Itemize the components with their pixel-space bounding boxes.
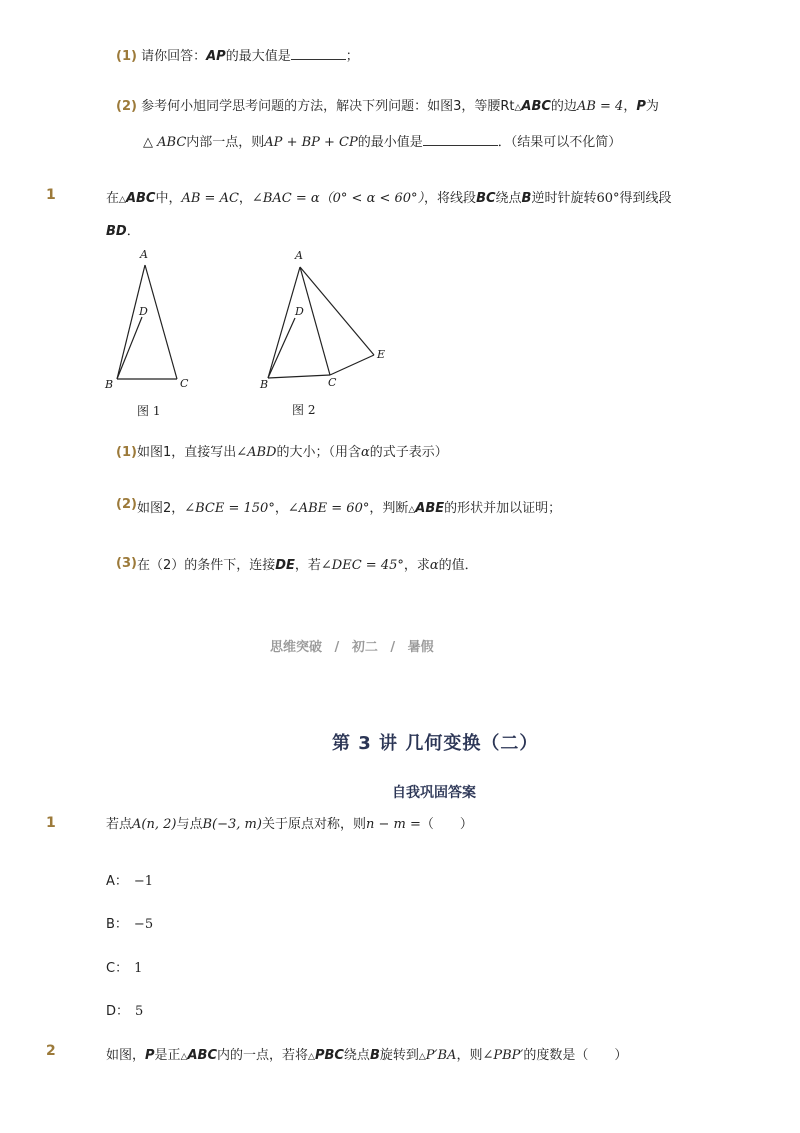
footer-b: 初二 [351, 640, 378, 655]
prev-sub2-line1 [116, 98, 659, 117]
label-a: A [295, 249, 303, 262]
answer-blank [291, 46, 346, 60]
ans1-mid: 与点 [176, 817, 203, 832]
q1-zhong: 中， [155, 191, 182, 206]
prev-sub2-comma: ， [623, 99, 637, 114]
ans1-point-b: B(−3, m) [202, 817, 262, 832]
option-label: B： [106, 917, 128, 932]
option-c[interactable] [106, 957, 142, 976]
option-value: 5 [135, 1004, 144, 1019]
footer-c: 暑假 [407, 640, 434, 655]
footer-separator: / [390, 640, 396, 655]
prev-sub2-line2-end: ．（结果可以不化简） [497, 135, 622, 150]
q1-sub2-mid: ，判断 [369, 501, 409, 516]
q1-sub2-c1: ∠BCE = 150° [184, 501, 275, 516]
prev-sub2-abc: ABC [521, 99, 551, 114]
prev-sub2-expr: AP + BP + CP [264, 135, 358, 150]
ans2-angle: ∠PBP′ [482, 1048, 524, 1063]
ans1-stem [106, 816, 473, 834]
ans1-expr: n − m = [365, 817, 421, 832]
edge-ab [268, 267, 300, 378]
label-d: D [295, 305, 304, 318]
ans2-post: 的度数是（ ） [523, 1048, 628, 1063]
q1-sub1-alpha: α [361, 445, 370, 460]
question-number: 2 [46, 1043, 56, 1059]
q1-sub3-number: (3) [116, 556, 137, 571]
q1-sub2-pre: 如图2， [136, 501, 185, 516]
q1-bc: BC [476, 191, 496, 206]
q1-sub2-c2: ∠ABE = 60° [287, 501, 370, 516]
section-subtitle: 自我巩固答案 [392, 785, 476, 801]
q1-sub1-number: (1) [116, 445, 137, 460]
q1-sub2-sep: ， [274, 501, 288, 516]
q1-sub1-angle: ∠ABD [236, 445, 277, 460]
label-c: C [328, 376, 337, 389]
prev-sub1-ap: AP [206, 49, 226, 64]
q1-line2 [106, 223, 140, 241]
prev-sub2-p: P [636, 99, 646, 114]
prev-sub1-pre: 请你回答： [141, 49, 207, 64]
prev-sub1 [116, 46, 359, 66]
q1-period: ． [126, 224, 140, 239]
q1-deg: 60° [596, 191, 620, 206]
prev-sub2-number: (2) [116, 99, 137, 114]
option-a[interactable] [106, 870, 153, 889]
figure-1 [100, 245, 200, 425]
prev-sub1-post: 的最大值是 [225, 49, 291, 64]
triangle-symbol: △ [408, 505, 416, 515]
ans2-mid4: 旋转到 [379, 1048, 419, 1063]
footer-a: 思维突破 [270, 640, 323, 655]
edge-bc [268, 375, 330, 378]
section-title: 第 3 讲 几何变换（二） [332, 733, 539, 754]
prev-sub2-end: 为 [645, 99, 659, 114]
ans2-mid5: ，则 [456, 1048, 483, 1063]
q1-rao: 绕点 [495, 191, 522, 206]
option-b[interactable] [106, 913, 153, 932]
q1-line1 [106, 190, 672, 209]
figure-1-caption: 图 1 [137, 404, 161, 418]
q1-sub3-post: 的值． [438, 558, 478, 573]
q1-sub3-alpha: α [429, 558, 439, 573]
q1-sub2-number: (2) [116, 497, 137, 512]
ans2-pbc: PBC [314, 1048, 344, 1063]
edge-ae [300, 267, 374, 355]
prev-sub2-abc2: ABC [157, 135, 187, 150]
figure-2 [255, 245, 395, 405]
option-value: −5 [133, 917, 154, 932]
q1-b: B [521, 191, 532, 206]
prev-sub2-line2-post: 的最小值是 [357, 135, 423, 150]
option-value: 1 [134, 961, 143, 976]
q1-post: 逆时针旋转 [531, 191, 597, 206]
prev-sub1-number: (1) [116, 49, 137, 64]
question-number: 1 [46, 815, 56, 831]
label-d: D [139, 305, 148, 318]
question-number: 1 [46, 187, 56, 203]
q1-sub1 [116, 444, 448, 462]
ans1-paren: （ ） [420, 817, 473, 832]
prev-sub2-ab4: AB = 4 [576, 99, 624, 114]
q1-sub3-mid: ，若 [294, 558, 321, 573]
triangle-symbol: △ [418, 1052, 426, 1062]
label-b: B [105, 378, 114, 391]
ans2-pba: P′BA [425, 1048, 457, 1063]
label-b: B [260, 378, 269, 391]
q1-pre: 在 [106, 191, 120, 206]
q1-bd: BD [106, 224, 127, 239]
label-c: C [180, 377, 189, 390]
ans2-mid1: 是正 [154, 1048, 181, 1063]
q1-cond1: AB = AC [181, 191, 239, 206]
q1-mid: ，将线段 [424, 191, 477, 206]
q1-sub3-mid2: ，求 [403, 558, 430, 573]
q1-sub3 [116, 557, 478, 575]
edge-ab [117, 265, 145, 379]
ans2-pre: 如图， [106, 1048, 146, 1063]
label-a: A [140, 248, 148, 261]
prev-sub2-line2-mid: 内部一点，则 [186, 135, 265, 150]
q1-sub1-pre: 如图1，直接写出 [136, 445, 237, 460]
edge-ce [330, 355, 374, 375]
ans2-b: B [369, 1048, 380, 1063]
q1-sub3-pre: 在（2）的条件下，连接 [136, 558, 276, 573]
ans1-pre: 若点 [106, 817, 133, 832]
triangle-symbol: △ [180, 1052, 188, 1062]
prev-sub2-text: 参考何小旭同学思考问题的方法，解决下列问题：如图3，等腰Rt [141, 99, 515, 114]
q1-end: 得到线段 [619, 191, 672, 206]
page-footer [270, 636, 434, 655]
edge-ac [300, 267, 330, 375]
ans2-abc: ABC [187, 1048, 217, 1063]
option-value: −1 [133, 874, 154, 889]
q1-sub3-c: ∠DEC = 45° [320, 558, 404, 573]
footer-separator: / [334, 640, 340, 655]
figure-2-caption: 图 2 [292, 403, 316, 417]
triangle-symbol: △ [514, 103, 522, 113]
ans2-p: P [145, 1048, 155, 1063]
prev-sub2-mid: 的边 [550, 99, 577, 114]
q1-sub1-mid: 的大小；（用含 [276, 445, 361, 460]
prev-sub2-line2 [143, 132, 621, 152]
edge-bd [268, 318, 295, 378]
option-d[interactable] [106, 1000, 143, 1019]
ans2-stem [106, 1047, 627, 1066]
q1-abc: ABC [125, 191, 156, 206]
ans1-point-a: A(n, 2) [132, 817, 177, 832]
triangle-symbol: △ [143, 135, 158, 150]
q1-sub2-post: 的形状并加以证明； [444, 501, 562, 516]
option-label: D： [106, 1004, 130, 1019]
triangle-symbol: △ [308, 1052, 315, 1062]
ans1-post: 关于原点对称，则 [261, 817, 366, 832]
answer-blank [423, 132, 498, 146]
q1-sub2 [116, 497, 562, 519]
q1-cond2: ∠BAC = α（0° < α < 60°） [251, 191, 425, 206]
option-label: A： [106, 874, 128, 889]
option-label: C： [106, 961, 129, 976]
prev-sub1-end: ； [345, 49, 359, 64]
ans2-mid3: 绕点 [343, 1048, 370, 1063]
q1-sub1-post: 的式子表示） [369, 445, 448, 460]
edge-ac [145, 265, 177, 379]
q1-sub2-abe: ABE [415, 501, 445, 516]
q1-sep: ， [238, 191, 252, 206]
label-e: E [377, 348, 386, 361]
triangle-symbol: △ [119, 195, 126, 205]
q1-sub3-de: DE [275, 558, 295, 573]
ans2-mid2: 内的一点，若将 [217, 1048, 309, 1063]
